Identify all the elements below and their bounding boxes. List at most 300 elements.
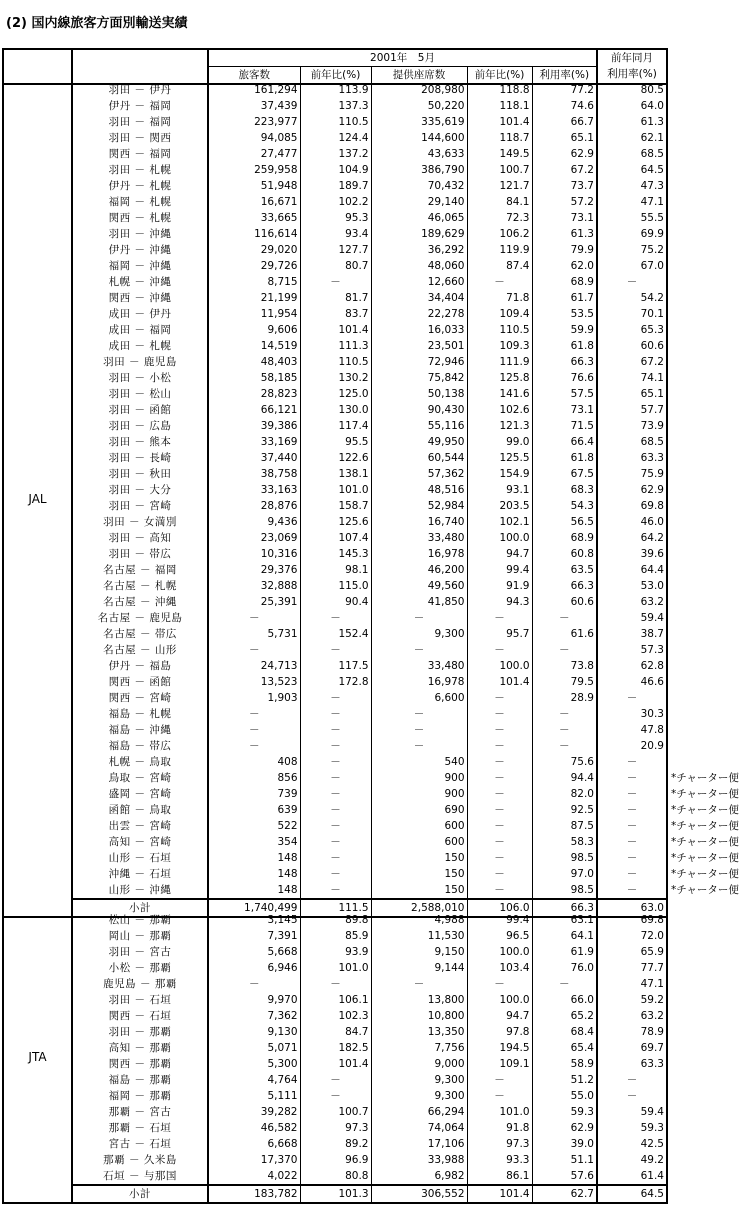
- route-cell: 那覇 － 宮古: [72, 1104, 208, 1120]
- section-table-jta: [2, 912, 673, 1204]
- charter-note: [667, 546, 740, 562]
- data-cell: 95.7: [467, 626, 532, 642]
- data-cell: －: [597, 786, 667, 802]
- data-cell: 39.6: [597, 546, 667, 562]
- data-cell: 110.5: [467, 322, 532, 338]
- data-cell: 111.3: [300, 338, 371, 354]
- data-cell: 354: [208, 834, 300, 850]
- data-cell: 68.3: [532, 482, 597, 498]
- data-cell: 61.8: [532, 450, 597, 466]
- table-row: [3, 1168, 672, 1185]
- data-cell: －: [300, 802, 371, 818]
- charter-note: [667, 626, 740, 642]
- data-cell: －: [597, 690, 667, 706]
- route-cell: 名古屋 － 鹿児島: [72, 610, 208, 626]
- data-cell: 6,946: [208, 960, 300, 976]
- table-row: [3, 1072, 672, 1088]
- data-cell: 62.0: [532, 258, 597, 274]
- data-cell: 61.9: [532, 944, 597, 960]
- charter-note: [667, 562, 740, 578]
- data-cell: 100.0: [467, 944, 532, 960]
- charter-note: [667, 482, 740, 498]
- data-cell: －: [300, 818, 371, 834]
- data-cell: 62.8: [597, 658, 667, 674]
- data-cell: 739: [208, 786, 300, 802]
- table-row: [3, 210, 740, 226]
- data-cell: 194.5: [467, 1040, 532, 1056]
- route-cell: 宮古 － 石垣: [72, 1136, 208, 1152]
- data-cell: 141.6: [467, 386, 532, 402]
- table-row: [3, 514, 740, 530]
- charter-note: [667, 578, 740, 594]
- charter-note: [667, 992, 672, 1008]
- data-cell: 150: [371, 866, 467, 882]
- data-cell: 57.7: [597, 402, 667, 418]
- charter-note: *チャーター便: [671, 803, 739, 816]
- table-row: [3, 1024, 672, 1040]
- table-row: [3, 866, 740, 882]
- data-cell: 46.0: [597, 514, 667, 530]
- data-cell: 125.0: [300, 386, 371, 402]
- data-cell: 23,501: [371, 338, 467, 354]
- table-row: [3, 594, 740, 610]
- data-cell: 172.8: [300, 674, 371, 690]
- data-cell: 63.2: [597, 1008, 667, 1024]
- data-cell: 154.9: [467, 466, 532, 482]
- charter-note: [667, 82, 740, 98]
- data-cell: 100.0: [467, 992, 532, 1008]
- data-cell: 101.4: [300, 322, 371, 338]
- data-cell: 65.2: [532, 1008, 597, 1024]
- data-cell: 182.5: [300, 1040, 371, 1056]
- subtotal-cell: 64.5: [597, 1185, 667, 1203]
- charter-note: [667, 146, 740, 162]
- charter-note: [667, 706, 740, 722]
- table-row: [3, 912, 672, 928]
- data-cell: 148: [208, 882, 300, 899]
- header-blank-route: [72, 49, 208, 67]
- data-cell: －: [467, 802, 532, 818]
- data-cell: 101.0: [300, 482, 371, 498]
- data-cell: 81.7: [300, 290, 371, 306]
- data-cell: 84.1: [467, 194, 532, 210]
- charter-note: [667, 274, 740, 290]
- route-cell: 成田 － 札幌: [72, 338, 208, 354]
- data-cell: 24,713: [208, 658, 300, 674]
- route-cell: 鹿児島 － 那覇: [72, 976, 208, 992]
- data-cell: 17,370: [208, 1152, 300, 1168]
- data-cell: －: [532, 610, 597, 626]
- data-cell: 98.5: [532, 850, 597, 866]
- charter-note: *チャーター便: [671, 819, 739, 832]
- charter-note: [667, 976, 672, 992]
- data-cell: 50,138: [371, 386, 467, 402]
- charter-note: [667, 944, 672, 960]
- data-cell: 89.8: [300, 912, 371, 928]
- data-cell: 67.0: [597, 258, 667, 274]
- data-cell: 37,440: [208, 450, 300, 466]
- table-row: [3, 242, 740, 258]
- data-cell: 48,403: [208, 354, 300, 370]
- data-cell: 23,069: [208, 530, 300, 546]
- data-cell: －: [597, 818, 667, 834]
- data-cell: －: [532, 722, 597, 738]
- data-cell: 639: [208, 802, 300, 818]
- route-cell: 福岡 － 沖縄: [72, 258, 208, 274]
- table-row: [3, 290, 740, 306]
- data-cell: －: [597, 754, 667, 770]
- table-row: [3, 992, 672, 1008]
- charter-note: [667, 1104, 672, 1120]
- data-cell: 79.9: [532, 242, 597, 258]
- data-cell: －: [532, 738, 597, 754]
- table-row: [3, 850, 740, 866]
- table-row: [3, 418, 740, 434]
- data-cell: 9,150: [371, 944, 467, 960]
- data-cell: 17,106: [371, 1136, 467, 1152]
- data-cell: 11,530: [371, 928, 467, 944]
- data-cell: －: [467, 706, 532, 722]
- data-cell: 95.3: [300, 210, 371, 226]
- route-cell: 名古屋 － 山形: [72, 642, 208, 658]
- data-cell: 9,000: [371, 1056, 467, 1072]
- data-cell: 80.8: [300, 1168, 371, 1185]
- data-cell: 148: [208, 866, 300, 882]
- data-cell: －: [371, 642, 467, 658]
- data-cell: 118.8: [467, 82, 532, 98]
- data-cell: 540: [371, 754, 467, 770]
- charter-note: [667, 912, 672, 928]
- subtotal-cell: 111.5: [300, 899, 371, 917]
- data-cell: 86.1: [467, 1168, 532, 1185]
- data-cell: 117.4: [300, 418, 371, 434]
- data-cell: 6,982: [371, 1168, 467, 1185]
- data-cell: －: [467, 770, 532, 786]
- data-cell: 56.5: [532, 514, 597, 530]
- data-cell: 66,294: [371, 1104, 467, 1120]
- data-cell: 33,480: [371, 658, 467, 674]
- table-row: [3, 146, 740, 162]
- data-cell: 66,121: [208, 402, 300, 418]
- data-cell: 223,977: [208, 114, 300, 130]
- charter-note: [667, 402, 740, 418]
- table-row: [3, 130, 740, 146]
- data-cell: 9,300: [371, 626, 467, 642]
- data-cell: 11,954: [208, 306, 300, 322]
- data-cell: 119.9: [467, 242, 532, 258]
- data-cell: －: [300, 1072, 371, 1088]
- table-row: [3, 786, 740, 802]
- data-cell: 91.8: [467, 1120, 532, 1136]
- table-row: [3, 706, 740, 722]
- route-cell: 伊丹 － 福島: [72, 658, 208, 674]
- data-cell: 386,790: [371, 162, 467, 178]
- data-cell: －: [208, 976, 300, 992]
- data-cell: 12,660: [371, 274, 467, 290]
- charter-note: *チャーター便: [671, 771, 739, 784]
- data-cell: 69.8: [597, 912, 667, 928]
- data-cell: 93.9: [300, 944, 371, 960]
- data-cell: 96.5: [467, 928, 532, 944]
- data-cell: 335,619: [371, 114, 467, 130]
- table-row: [3, 274, 740, 290]
- charter-note: [667, 722, 740, 738]
- data-cell: 16,740: [371, 514, 467, 530]
- charter-note: [667, 1088, 672, 1104]
- table-row: [3, 162, 740, 178]
- charter-note: [667, 738, 740, 754]
- route-cell: 羽田 － 関西: [72, 130, 208, 146]
- column-header: 利用率(%): [597, 67, 667, 85]
- charter-note: [667, 370, 740, 386]
- table-row: [3, 1040, 672, 1056]
- header-table: [2, 48, 668, 85]
- route-cell: 羽田 － 鹿児島: [72, 354, 208, 370]
- data-cell: －: [371, 722, 467, 738]
- data-cell: 90.4: [300, 594, 371, 610]
- data-cell: 145.3: [300, 546, 371, 562]
- table-row: [3, 642, 740, 658]
- data-cell: 61.6: [532, 626, 597, 642]
- data-cell: 93.4: [300, 226, 371, 242]
- data-cell: 55,116: [371, 418, 467, 434]
- table-row: [3, 82, 740, 98]
- data-cell: 94.7: [467, 1008, 532, 1024]
- data-cell: －: [300, 770, 371, 786]
- carrier-label: JAL: [3, 82, 72, 917]
- data-cell: 121.3: [467, 418, 532, 434]
- table-row: [3, 658, 740, 674]
- route-cell: 出雲 － 宮崎: [72, 818, 208, 834]
- data-cell: 48,516: [371, 482, 467, 498]
- data-cell: 137.3: [300, 98, 371, 114]
- data-cell: 65.3: [597, 322, 667, 338]
- table-row: [3, 802, 740, 818]
- data-cell: 63.2: [597, 594, 667, 610]
- charter-note: *チャーター便: [671, 851, 739, 864]
- data-cell: 47.1: [597, 194, 667, 210]
- table-row: [3, 562, 740, 578]
- data-cell: －: [597, 770, 667, 786]
- data-cell: 110.5: [300, 114, 371, 130]
- data-cell: 48,060: [371, 258, 467, 274]
- charter-note: *チャーター便: [671, 787, 739, 800]
- data-cell: 109.1: [467, 1056, 532, 1072]
- table-row: [3, 1120, 672, 1136]
- data-cell: 100.0: [467, 530, 532, 546]
- charter-note: [667, 226, 740, 242]
- data-cell: 74.6: [532, 98, 597, 114]
- table-row: [3, 98, 740, 114]
- data-cell: －: [371, 610, 467, 626]
- data-cell: －: [597, 834, 667, 850]
- data-cell: 16,978: [371, 546, 467, 562]
- data-cell: 9,300: [371, 1072, 467, 1088]
- route-cell: 羽田 － 女満別: [72, 514, 208, 530]
- data-cell: 75.2: [597, 242, 667, 258]
- data-cell: 93.1: [467, 482, 532, 498]
- data-cell: －: [300, 706, 371, 722]
- charter-note: [667, 754, 740, 770]
- charter-note: [667, 130, 740, 146]
- data-cell: 66.3: [532, 354, 597, 370]
- data-cell: 96.9: [300, 1152, 371, 1168]
- data-cell: 39,282: [208, 1104, 300, 1120]
- route-cell: 羽田 － 熊本: [72, 434, 208, 450]
- data-cell: 100.7: [300, 1104, 371, 1120]
- data-cell: －: [300, 850, 371, 866]
- route-cell: 関西 － 那覇: [72, 1056, 208, 1072]
- data-cell: 109.4: [467, 306, 532, 322]
- route-cell: 鳥取 － 宮崎: [72, 770, 208, 786]
- data-cell: －: [597, 1072, 667, 1088]
- data-cell: 121.7: [467, 178, 532, 194]
- charter-note: [667, 674, 740, 690]
- data-cell: －: [467, 722, 532, 738]
- data-cell: 41,850: [371, 594, 467, 610]
- data-cell: －: [467, 786, 532, 802]
- charter-note: [667, 290, 740, 306]
- data-cell: －: [467, 642, 532, 658]
- route-cell: 札幌 － 沖縄: [72, 274, 208, 290]
- data-cell: 84.7: [300, 1024, 371, 1040]
- data-cell: 61.7: [532, 290, 597, 306]
- data-cell: 60,544: [371, 450, 467, 466]
- column-header: 前年比(%): [467, 67, 532, 85]
- subtotal-cell: 101.3: [300, 1185, 371, 1203]
- data-cell: 89.2: [300, 1136, 371, 1152]
- data-cell: －: [300, 722, 371, 738]
- route-cell: 松山 － 那覇: [72, 912, 208, 928]
- data-cell: 900: [371, 770, 467, 786]
- route-cell: 岡山 － 那覇: [72, 928, 208, 944]
- data-cell: 72.3: [467, 210, 532, 226]
- data-cell: 69.8: [597, 498, 667, 514]
- charter-note: [667, 466, 740, 482]
- charter-note: *チャーター便: [671, 835, 739, 848]
- data-cell: －: [467, 1088, 532, 1104]
- charter-note: [667, 1072, 672, 1088]
- charter-note: [667, 210, 740, 226]
- data-cell: 57.6: [532, 1168, 597, 1185]
- data-cell: 33,480: [371, 530, 467, 546]
- data-cell: 42.5: [597, 1136, 667, 1152]
- route-cell: 山形 － 石垣: [72, 850, 208, 866]
- data-cell: －: [371, 706, 467, 722]
- data-cell: 37,439: [208, 98, 300, 114]
- data-cell: 73.7: [532, 178, 597, 194]
- section-table-jal: [2, 82, 741, 918]
- subtotal-cell: 1,740,499: [208, 899, 300, 917]
- data-cell: 109.3: [467, 338, 532, 354]
- data-cell: 97.8: [467, 1024, 532, 1040]
- data-cell: 900: [371, 786, 467, 802]
- data-cell: 118.7: [467, 130, 532, 146]
- data-cell: 7,756: [371, 1040, 467, 1056]
- data-cell: 16,978: [371, 674, 467, 690]
- data-cell: －: [208, 738, 300, 754]
- table-row: [3, 530, 740, 546]
- data-cell: 69.9: [597, 226, 667, 242]
- data-cell: 93.3: [467, 1152, 532, 1168]
- data-cell: 51.2: [532, 1072, 597, 1088]
- data-cell: －: [467, 818, 532, 834]
- data-cell: 3,145: [208, 912, 300, 928]
- data-cell: 58.3: [532, 834, 597, 850]
- data-cell: 62.9: [532, 146, 597, 162]
- data-cell: 100.7: [467, 162, 532, 178]
- data-cell: 68.5: [597, 434, 667, 450]
- table-row: [3, 738, 740, 754]
- table-row: [3, 754, 740, 770]
- route-cell: 羽田 － 福岡: [72, 114, 208, 130]
- data-cell: 78.9: [597, 1024, 667, 1040]
- data-cell: 77.2: [532, 82, 597, 98]
- data-cell: 54.3: [532, 498, 597, 514]
- data-cell: 102.1: [467, 514, 532, 530]
- data-cell: 150: [371, 882, 467, 899]
- data-cell: 55.5: [597, 210, 667, 226]
- data-cell: 76.6: [532, 370, 597, 386]
- header-blank-carrier: [3, 49, 72, 67]
- data-cell: 67.2: [597, 354, 667, 370]
- data-cell: 90,430: [371, 402, 467, 418]
- route-cell: 函館 － 鳥取: [72, 802, 208, 818]
- route-cell: 那覇 － 石垣: [72, 1120, 208, 1136]
- data-cell: 87.5: [532, 818, 597, 834]
- route-cell: 石垣 － 与那国: [72, 1168, 208, 1185]
- data-cell: 5,111: [208, 1088, 300, 1104]
- data-cell: 59.3: [597, 1120, 667, 1136]
- data-cell: 152.4: [300, 626, 371, 642]
- data-cell: －: [597, 882, 667, 899]
- table-row: [3, 434, 740, 450]
- data-cell: 68.9: [532, 530, 597, 546]
- data-cell: 150: [371, 850, 467, 866]
- data-cell: －: [467, 866, 532, 882]
- data-cell: 73.1: [532, 402, 597, 418]
- data-cell: 34,404: [371, 290, 467, 306]
- data-cell: 58,185: [208, 370, 300, 386]
- data-cell: 94,085: [208, 130, 300, 146]
- data-cell: 600: [371, 834, 467, 850]
- data-cell: 64.4: [597, 562, 667, 578]
- data-cell: －: [532, 706, 597, 722]
- data-cell: 104.9: [300, 162, 371, 178]
- data-cell: －: [208, 610, 300, 626]
- data-cell: 51,948: [208, 178, 300, 194]
- data-cell: 65.4: [532, 1040, 597, 1056]
- route-cell: 羽田 － 高知: [72, 530, 208, 546]
- route-cell: 福岡 － 那覇: [72, 1088, 208, 1104]
- data-cell: 102.3: [300, 1008, 371, 1024]
- data-cell: 10,800: [371, 1008, 467, 1024]
- data-cell: 33,163: [208, 482, 300, 498]
- data-cell: 16,671: [208, 194, 300, 210]
- data-cell: 71.5: [532, 418, 597, 434]
- data-cell: 57.3: [597, 642, 667, 658]
- table-row: [3, 578, 740, 594]
- route-cell: 羽田 － 小松: [72, 370, 208, 386]
- data-cell: 54.2: [597, 290, 667, 306]
- data-cell: 70.1: [597, 306, 667, 322]
- data-cell: 13,800: [371, 992, 467, 1008]
- data-cell: 29,726: [208, 258, 300, 274]
- route-cell: 高知 － 宮崎: [72, 834, 208, 850]
- data-cell: 46,065: [371, 210, 467, 226]
- data-cell: 60.8: [532, 546, 597, 562]
- data-cell: 5,300: [208, 1056, 300, 1072]
